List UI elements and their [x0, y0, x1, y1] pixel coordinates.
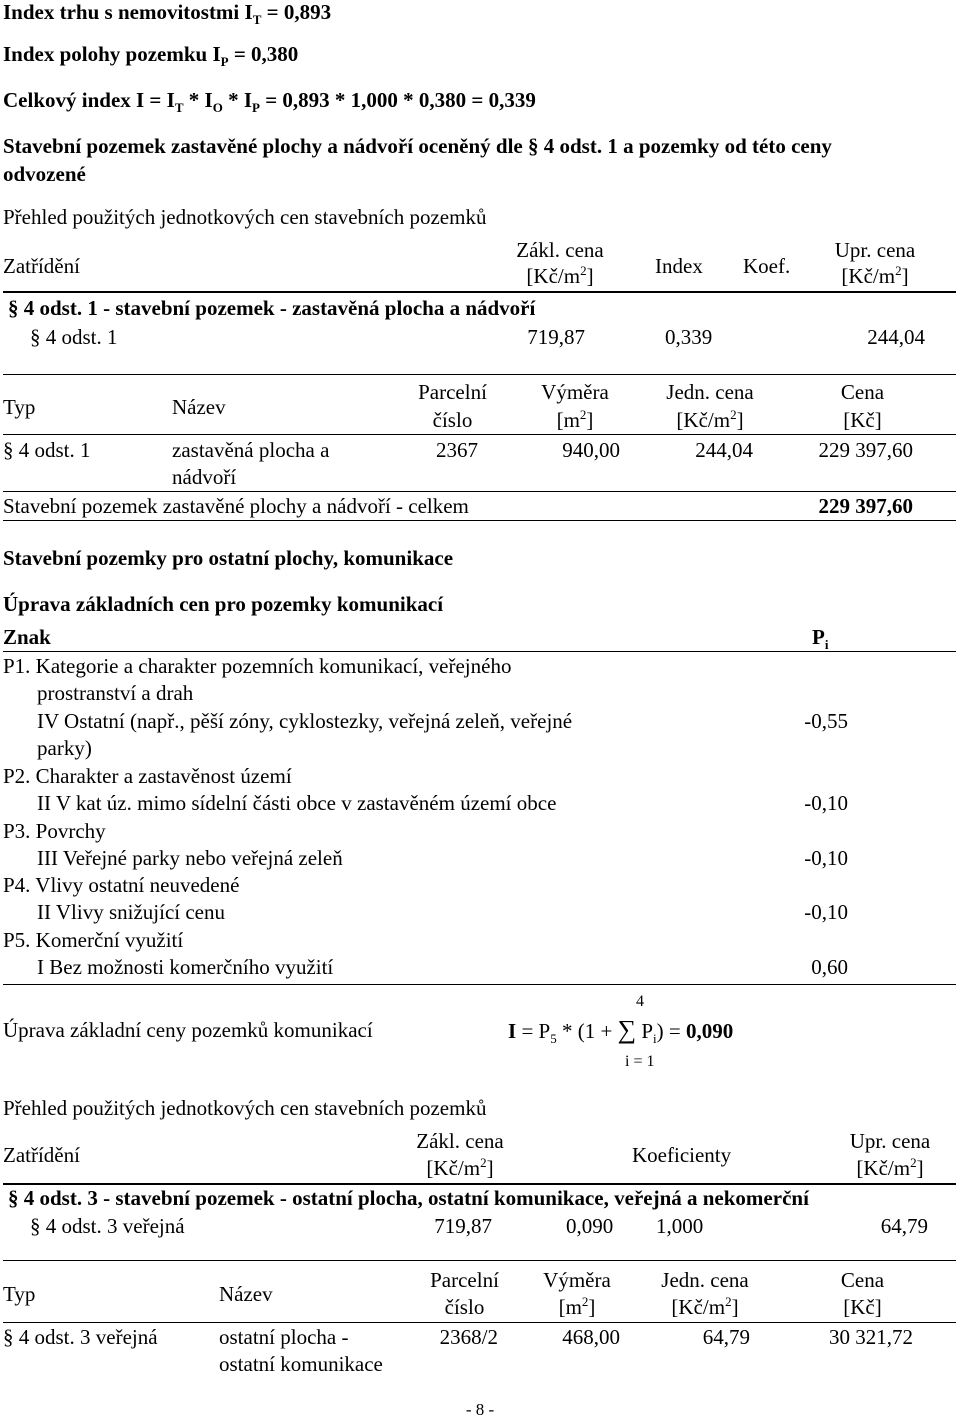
table2-row-parcela: 2367	[436, 438, 478, 462]
formula-label: Úprava základní ceny pozemků komunikací	[3, 1018, 373, 1042]
page-number: - 8 -	[465, 1400, 495, 1419]
col-pi: $P_i$	[812, 625, 829, 653]
table1-group: § 4 odst. 1 - stavební pozemek - zastavěná plocha a nádvoří	[8, 296, 536, 320]
col-jedn-unit: $[Kč/m^2]$	[676, 407, 744, 432]
t3-col-zakl: Zákl. cena	[416, 1129, 504, 1153]
table2-row-nazev-2: nádvoří	[172, 465, 237, 489]
t3-col-upr: Upr. cena	[849, 1129, 931, 1153]
col-vymera-unit: $[m^2]$	[556, 407, 594, 432]
coef-bottom-rule	[3, 984, 956, 985]
table1-row-upr: 244,04	[867, 325, 925, 349]
col-parcelni: Parcelní	[418, 380, 487, 404]
index-polohy: Index polohy pozemku $I_P = 0,380$	[3, 42, 299, 70]
col-zatrideni: Zatřídění	[3, 254, 80, 278]
table2-row-vymera: 940,00	[562, 438, 620, 462]
p5-title: P5. Komerční využití	[3, 928, 184, 952]
p4-item: II Vlivy snižující cenu	[37, 900, 225, 924]
p1-title: P1. Kategorie a charakter pozemních komunikací, veřejného	[3, 654, 512, 678]
t4-col-vymera: Výměra	[543, 1268, 611, 1292]
col-cena-unit: [Kč]	[843, 408, 882, 432]
table1-header-rule	[3, 291, 956, 293]
table2-total-rule	[3, 491, 956, 492]
table2-row-typ: § 4 odst. 1	[3, 438, 91, 462]
section2-rule	[3, 651, 956, 652]
table4-row-jedn: 64,79	[702, 1325, 750, 1349]
formula-sum-top: 4	[636, 993, 644, 1010]
t4-col-jedn-unit: $[Kč/m^2]$	[671, 1294, 739, 1319]
table1-row-label: § 4 odst. 1	[30, 325, 118, 349]
table3-bottom-rule	[3, 1260, 956, 1261]
table2-top-rule	[3, 374, 956, 375]
col-upr-unit: $[Kč/m^2]$	[841, 263, 909, 288]
p1-item-2: parky)	[37, 736, 92, 760]
table3-row-k2: 1,000	[656, 1214, 704, 1238]
t4-col-parcelni: Parcelní	[430, 1268, 499, 1292]
table1-row-zakl: 719,87	[527, 325, 585, 349]
col-zakl-unit: $[Kč/m^2]$	[526, 263, 594, 288]
p1-title-2: prostranství a drah	[37, 681, 194, 705]
table4-header-rule	[3, 1322, 956, 1323]
p5-item: I Bez možnosti komerčního využití	[37, 955, 334, 979]
p4-title: P4. Vlivy ostatní neuvedené	[3, 873, 240, 897]
table2-header-rule	[3, 434, 956, 435]
p3-item: III Veřejné parky nebo veřejná zeleň	[37, 846, 343, 870]
p1-value: -0,55	[804, 709, 848, 733]
table3-row-zakl: 719,87	[434, 1214, 492, 1238]
p3-title: P3. Povrchy	[3, 819, 106, 843]
sigma-icon: ∑	[617, 1015, 637, 1044]
p3-value: -0,10	[804, 846, 848, 870]
index-trhu: Index trhu s nemovitostmi $I_T = 0,893$	[3, 0, 332, 28]
col-vymera: Výměra	[541, 380, 609, 404]
table4-row-typ: § 4 odst. 3 veřejná	[3, 1325, 158, 1349]
t4-col-nazev: Název	[219, 1282, 273, 1306]
table3-row-upr: 64,79	[880, 1214, 928, 1238]
table4-row-parcela: 2368/2	[439, 1325, 498, 1349]
heading-line-2: odvozené	[3, 162, 86, 186]
col-zakl-cena: Zákl. cena	[516, 238, 604, 262]
table3-row-k1: 0,090	[566, 1214, 614, 1238]
t4-col-vymera-unit: $[m^2]$	[558, 1294, 596, 1319]
heading-line-1: Stavební pozemek zastavěné plochy a nádvoří oceněný dle § 4 odst. 1 a pozemky od této ceny	[3, 134, 832, 158]
section2-subheading: Úprava základních cen pro pozemky komunikací	[3, 592, 444, 616]
t3-col-koef: Koeficienty	[632, 1143, 732, 1167]
t4-col-cena: Cena	[840, 1268, 885, 1292]
t4-col-typ: Typ	[3, 1282, 36, 1306]
table1-row-index: 0,339	[665, 325, 713, 349]
table4-row-nazev-1: ostatní plocha -	[219, 1325, 349, 1349]
col-cena: Cena	[840, 380, 885, 404]
table2-row-nazev-1: zastavěná plocha a	[172, 438, 330, 462]
t3-col-zatrideni: Zatřídění	[3, 1143, 80, 1167]
section2-heading: Stavební pozemky pro ostatní plochy, komunikace	[3, 546, 454, 570]
overview-title-2: Přehled použitých jednotkových cen stavebních pozemků	[3, 1096, 487, 1120]
t3-col-upr-unit: $[Kč/m^2]$	[856, 1155, 924, 1180]
col-upr-cena: Upr. cena	[834, 238, 916, 262]
p2-item: II V kat úz. mimo sídelní části obce v zastavěném území obce	[37, 791, 557, 815]
t4-col-jedn: Jedn. cena	[661, 1268, 749, 1292]
table2-bottom-rule	[3, 520, 956, 521]
t4-col-parcelni-2: číslo	[444, 1295, 485, 1319]
table3-group: § 4 odst. 3 - stavební pozemek - ostatní plocha, ostatní komunikace, veřejná a nekomerční	[8, 1186, 809, 1210]
p5-value: 0,60	[811, 955, 848, 979]
table4-row-nazev-2: ostatní komunikace	[219, 1352, 383, 1376]
table2-total-value: 229 397,60	[818, 494, 913, 518]
formula-sum-bottom: i = 1	[625, 1053, 655, 1070]
col-nazev: Název	[172, 395, 226, 419]
p2-title: P2. Charakter a zastavěnost území	[3, 764, 292, 788]
table2-row-jedn: 244,04	[695, 438, 753, 462]
p4-value: -0,10	[804, 900, 848, 924]
p2-value: -0,10	[804, 791, 848, 815]
t4-col-cena-unit: [Kč]	[843, 1295, 882, 1319]
col-znak: Znak	[3, 625, 51, 649]
formula: $I = P_5 * (1$ + ∑ $P_i) = 0,090$	[508, 1015, 734, 1047]
table3-row-label: § 4 odst. 3 veřejná	[30, 1214, 185, 1238]
table3-header-rule	[3, 1183, 956, 1185]
t3-col-zakl-unit: $[Kč/m^2]$	[426, 1155, 494, 1180]
table4-row-vymera: 468,00	[562, 1325, 620, 1349]
col-typ: Typ	[3, 395, 36, 419]
p1-item: IV Ostatní (např., pěší zóny, cyklostezky, veřejná zeleň, veřejné	[37, 709, 573, 733]
celkovy-index: Celkový index $I = I_T * I_O * I_P = 0,893 * 1,000 * 0,380 = 0,339$	[3, 88, 536, 116]
table2-row-cena: 229 397,60	[818, 438, 913, 462]
overview-title-1: Přehled použitých jednotkových cen stavebních pozemků	[3, 205, 487, 229]
table4-row-cena: 30 321,72	[829, 1325, 913, 1349]
table2-total-label: Stavební pozemek zastavěné plochy a nádvoří - celkem	[3, 494, 469, 518]
col-koef: Koef.	[743, 254, 791, 278]
col-jedn-cena: Jedn. cena	[666, 380, 754, 404]
col-index: Index	[655, 254, 703, 278]
col-parcelni-2: číslo	[432, 408, 473, 432]
